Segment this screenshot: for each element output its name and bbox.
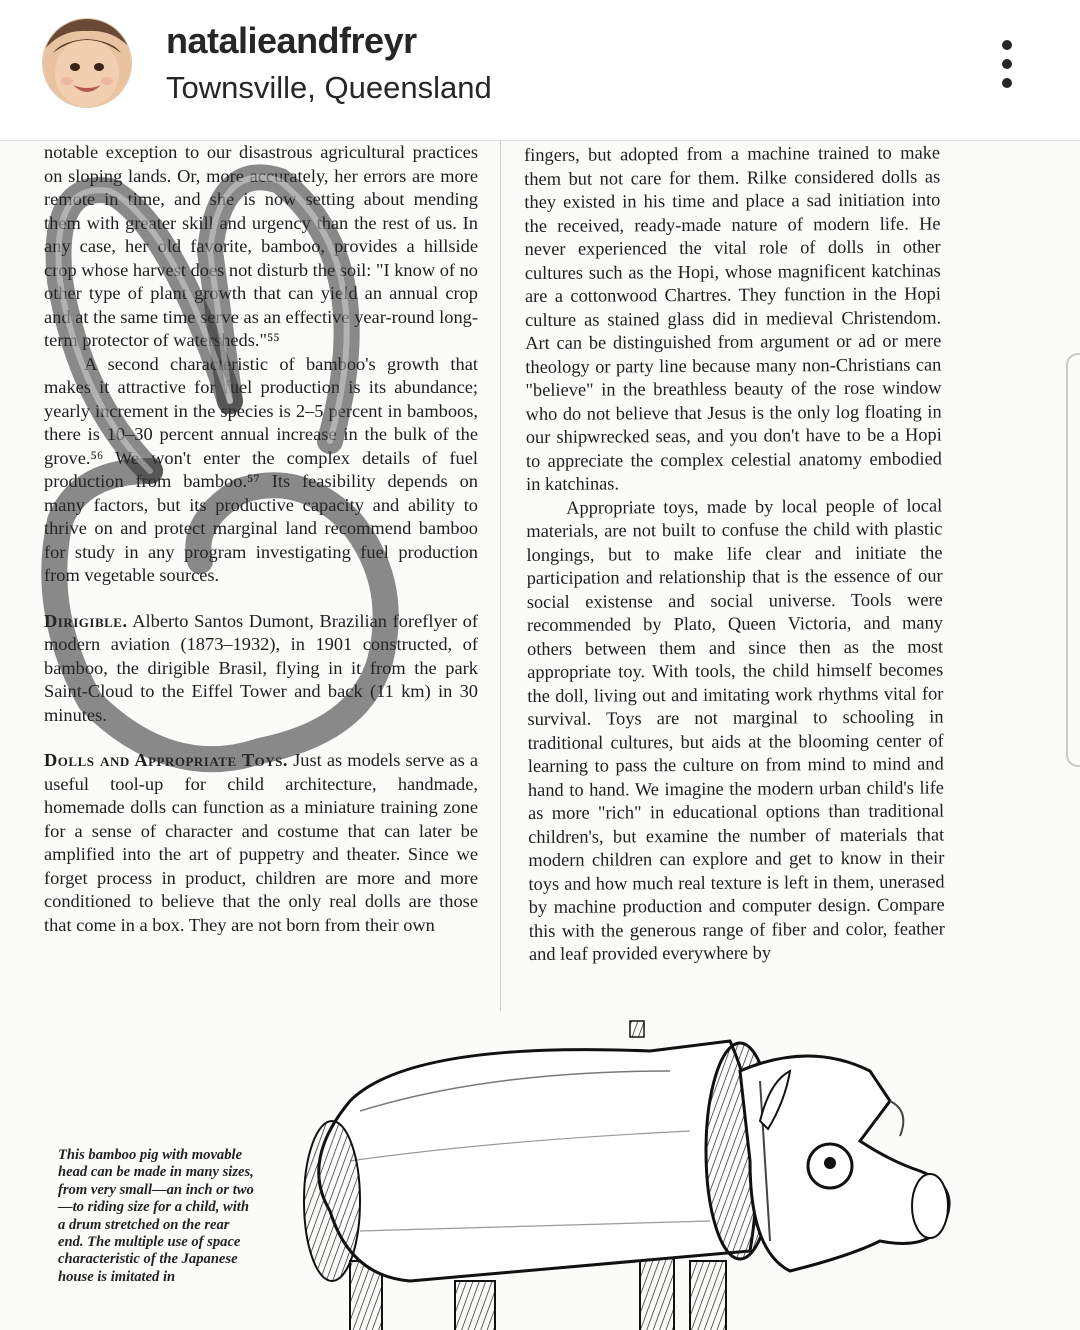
column-divider [500,141,501,1011]
paragraph: Appropriate toys, made by local people of local materials, are not built to confuse the child with plastic longings, but to make life clear and initiate the participation and relationship that is the essence of our social existense and social universe. Tools were recommended by Plato, Queen Victoria, and many others between them and since then as the most appropriate toy. With tools, the child himself becomes the doll, living out and imitating work rhythms vital for survival. Toys are not marginal to schooling in traditional cultures, but aids at the blooming center of learning to pass the culture on from mind to mind and hand to hand. We imagine the modern urban child's life as more "rich" in educational options than traditional children's, but examine the number of materials that modern children can explore and get to know in their toys and how much real texture is left in them, unerased by machine production and computer design. Compare this with the generous range of fiber and color, feather and leaf provided everywhere by [526,494,945,964]
paragraph: notable exception to our disastrous agricultural practices on sloping lands. Or, more accurately, her errors are more remote in time, and she is now setting about mending them with greater skill and urgency than the rest of us. In any case, her old favorite, bamboo, provides a hillside crop whose harvest does not disturb the soil: "I know of no other type of plant growth that can yield an annual crop and at the same time serve as an effective year-round long-term protector of watersheds."⁵⁵ [44,142,479,350]
section-heading: Dirigible. [44,610,128,631]
right-text-column [524,141,945,966]
paragraph: Alberto Santos Dumont, Brazilian foreflyer of modern aviation (1873–1932), in 1901 constructed, of bamboo, the dirigible Brasil, flying in it from the park Saint-Cloud to the Eiffel Tower and back (11 km) in 30 minutes. [44,610,478,725]
scrollbar-edge [1066,353,1080,767]
paragraph: fingers, but adopted from a machine trained to make them but not care for them. Rilke considered dolls as they existed in his time and place a sad initiation into the received, ready-made nature of modern life. He never experienced the vital role of dolls in other cultures such as the Hopi, whose magnificent katchinas are a cottonwood Chartres. They function in the Hopi culture as stained glass did in medieval Christendom. Art can be distinguished from argument or ad or mere theology or party line because many non-Christians can "believe" in the breathless beauty of the rose window who do not believe that Jesus is the only log floating in our shipwrecked seas, and you don't have to be a Hopi to appreciate the complex celestial anatomy embodied in katchinas. [524,142,942,494]
avatar-face-icon [43,19,131,107]
username[interactable]: natalieandfreyr [166,20,417,61]
left-text-column [44,141,478,937]
location-tag[interactable]: Townsville, Queensland [166,70,492,105]
paragraph: Just as models serve as a useful tool-up for child architecture, handmade, homemade dolls can function as a miniature training zone for a sense of character and costume that can later be amplified into the art of puppetry and theater. Since we forget process in product, children are more and more conditioned to believe that the only real dolls are those that come in a box. They are not born from their own [44,750,478,935]
book-page [0,141,1080,1330]
post-header [0,0,1080,141]
post-photo[interactable] [0,141,1080,1330]
bamboo-pig-drawing [290,1011,970,1330]
profile-avatar[interactable] [42,18,132,108]
more-options-icon[interactable] [990,38,1026,90]
paragraph: A second characteristic of bamboo's growth that makes it attractive for fuel production is its abundance; yearly increment in the species is 2–5 percent in bamboos, there is 10–30 percent annual increase in the bulk of the grove.⁵⁶ We won't enter the complex details of fuel production from bamboo.⁵⁷ Its feasibility depends on many factors, but its productive capacity and ability to thrive on and protect marginal land recommend bamboo for study in any program investigating fuel production from vegetable sources. [44,353,478,585]
figure-caption: This bamboo pig with movable head can be made in many sizes, from very small—an inch or two—to riding size for a child, with a drum stretched on the rear end. The multiple use of space characteristic of the Japanese house is imitated in [58,1147,254,1285]
section-heading: Dolls and Appropriate Toys. [44,750,289,770]
